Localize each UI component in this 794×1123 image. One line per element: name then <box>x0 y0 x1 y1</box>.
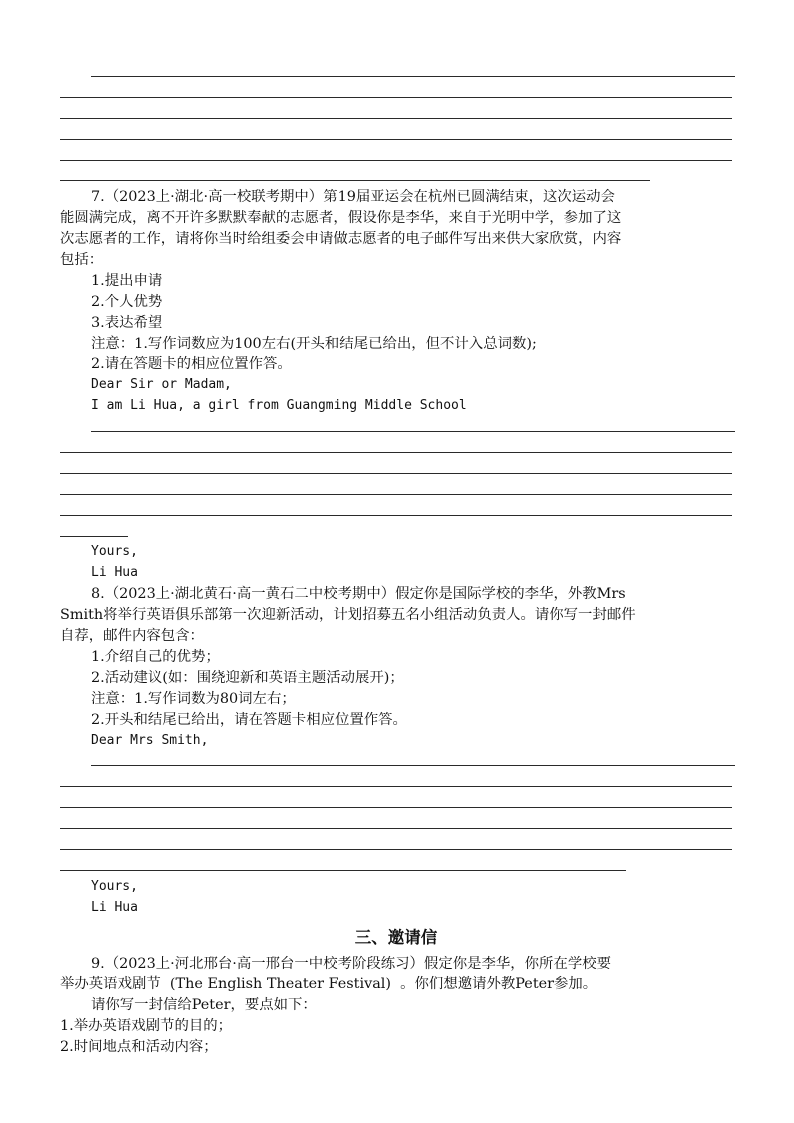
answer-line <box>60 814 732 835</box>
q9-point: 2.时间地点和活动内容； <box>60 1039 218 1056</box>
document-content <box>60 62 732 1058</box>
answer-line <box>60 438 732 459</box>
q7-point: 1.提出申请 <box>91 272 163 289</box>
q7-body-line: 次志愿者的工作，请将你当时给组委会申请做志愿者的电子邮件写出来供大家欣赏，内容 <box>60 231 622 248</box>
q8-signature: Li Hua <box>91 899 138 915</box>
q7-note: 注意：1.写作词数应为100左右(开头和结尾已给出，但不计入总词数); <box>91 335 537 352</box>
q8-note: 2.开头和结尾已给出，请在答题卡相应位置作答。 <box>91 711 407 728</box>
answer-line <box>60 501 732 522</box>
q8-point: 1.介绍自己的优势； <box>91 648 220 665</box>
q9-intro: 请你写一封信给Peter，要点如下： <box>91 997 317 1014</box>
answer-line <box>60 146 732 167</box>
q8-note: 注意：1.写作词数为80词左右； <box>91 690 296 707</box>
q8-body-line: Smith将举行英语俱乐部第一次迎新活动，计划招募五名小组活动负责人。请你写一封邮件 <box>60 607 636 624</box>
q8-body-line: 自荐，邮件内容包含： <box>60 628 204 645</box>
answer-line <box>60 83 732 104</box>
answer-line <box>60 772 732 793</box>
answer-line <box>60 417 732 438</box>
answer-line <box>60 522 732 543</box>
q8-header: 8.（2023上·湖北黄石·高一黄石二中校考期中）假定你是国际学校的李华，外教Mrs <box>91 586 626 603</box>
answer-line <box>60 793 732 814</box>
q7-salutation: Dear Sir or Madam, <box>91 377 232 393</box>
q7-body-line: 包括： <box>60 252 104 269</box>
q7-closing: Yours, <box>91 544 138 560</box>
answer-line <box>60 835 732 856</box>
section-heading: 三、邀请信 <box>354 927 438 947</box>
q9-body-line: 举办英语戏剧节 (The English Theater Festival) 。你们想邀请外教Peter参加。 <box>60 976 598 993</box>
answer-line <box>60 480 732 501</box>
q7-opening: I am Li Hua, a girl from Guangming Middle School <box>91 398 467 414</box>
answer-line <box>60 125 732 146</box>
q9-point: 1.举办英语戏剧节的目的； <box>60 1018 233 1035</box>
q8-salutation: Dear Mrs Smith, <box>91 732 209 748</box>
q7-point: 2.个人优势 <box>91 293 163 310</box>
q8-closing: Yours, <box>91 878 138 894</box>
answer-line <box>60 104 732 125</box>
q7-body-line: 能圆满完成，离不开许多默默奉献的志愿者，假设你是李华，来自于光明中学，参加了这 <box>60 210 622 227</box>
q7-header: 7.（2023上·湖北·高一校联考期中）第19届亚运会在杭州已圆满结束，这次运动会 <box>91 189 615 206</box>
answer-line <box>60 856 732 877</box>
q7-signature: Li Hua <box>91 565 138 581</box>
answer-line <box>60 166 732 187</box>
q7-note: 2.请在答题卡的相应位置作答。 <box>91 356 292 373</box>
answer-line <box>60 751 732 772</box>
q8-point: 2.活动建议(如：围绕迎新和英语主题活动展开)； <box>91 669 404 686</box>
q9-header: 9.（2023上·河北邢台·高一邢台一中校考阶段练习）假定你是李华，你所在学校要 <box>91 955 612 972</box>
answer-line <box>60 459 732 480</box>
q7-point: 3.表达希望 <box>91 314 163 331</box>
answer-line <box>60 62 732 83</box>
